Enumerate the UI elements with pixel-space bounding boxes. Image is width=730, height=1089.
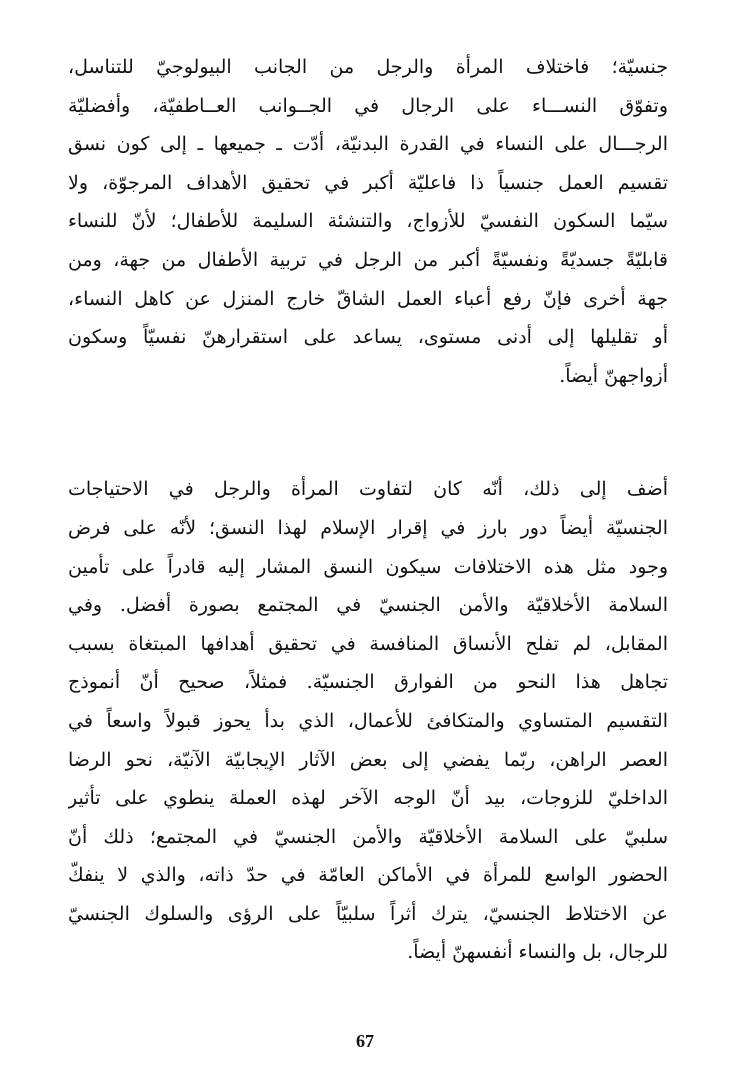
text-line: الحضور الواسع للمرأة في الأماكن العامّة في حدّ ذاته، والذي لا ينفكّ xyxy=(68,864,668,887)
text-line: جنسيّة؛ فاختلاف المرأة والرجل من الجانب البيولوجيّ للتناسل، xyxy=(68,56,668,78)
text-line: أضف إلى ذلك، أنّه كان لتفاوت المرأة والرجل في الاحتياجات xyxy=(68,478,668,501)
text-line: السلامة الأخلاقيّة والأمن الجنسيّ في المجتمع بصورة أفضل. وفي xyxy=(68,594,668,617)
text-line: وتفوّق النســـاء على الرجال في الجــوانب العــاطفيّة، وأفضليّة xyxy=(68,94,668,117)
text-line: الداخليّ للزوجات، بيد أنّ الوجه الآخر لهذه العملة ينطوي على تأثير xyxy=(68,787,668,810)
text-line: العصر الراهن، ربّما يفضي إلى بعض الآثار الإيجابيّة الآنيّة، نحو الرضا xyxy=(68,748,668,771)
text-line: المقابل، لم تفلح الأنساق المنافسة في تحقيق أهدافها المبتغاة بسبب xyxy=(68,632,668,655)
text-line: تقسيم العمل جنسياً ذا فاعليّة أكبر في تحقيق الأهداف المرجوّة، ولا xyxy=(68,171,668,194)
paragraph-2 xyxy=(68,470,668,972)
text-line: قابليّةً جسديّةً ونفسيّةً أكبر من الرجل في تربية الأطفال من جهة، ومن xyxy=(68,248,668,271)
text-line: التقسيم المتساوي والمتكافئ للأعمال، الذي بدأ يحوز قبولاً واسعاً في xyxy=(68,709,668,732)
text-line: وجود مثل هذه الاختلافات سيكون النسق المشار إليه قادراً على تأمين xyxy=(68,555,668,578)
paragraph-1 xyxy=(68,48,668,395)
page-number: 67 xyxy=(356,1031,374,1051)
text-line: عن الاختلاط الجنسيّ، يترك أثراً سلبيّاً على الرؤى والسلوك الجنسيّ xyxy=(68,902,668,925)
text-line: جهة أخرى فإنّ رفع أعباء العمل الشاقّ خارج المنزل عن كاهل النساء، xyxy=(68,287,668,310)
text-line: الجنسيّة أيضاً دور بارز في إقرار الإسلام لهذا النسق؛ لأنّه على فرض xyxy=(68,516,668,539)
text-line: أزواجهنّ أيضاً. xyxy=(559,364,668,387)
text-line: الرجـــال على النساء في القدرة البدنيّة، أدّت ـ جميعها ـ إلى كون نسق xyxy=(68,133,668,156)
text-line: سيّما السكون النفسيّ للأزواج، والتنشئة السليمة للأطفال؛ لأنّ للنساء xyxy=(68,210,668,233)
paragraph-spacer xyxy=(68,395,668,470)
text-line: تجاهل هذا النحو من الفوارق الجنسيّة. فمثلاً، صحيح أنّ أنموذج xyxy=(68,671,668,694)
page-body xyxy=(68,48,668,972)
text-line: للرجال، بل والنساء أنفسهنّ أيضاً. xyxy=(407,941,668,964)
text-line: سلبيّ على السلامة الأخلاقيّة والأمن الجنسيّ في المجتمع؛ ذلك أنّ xyxy=(68,825,668,848)
text-line: أو تقليلها إلى أدنى مستوى، يساعد على استقرارهنّ نفسيّاً وسكون xyxy=(68,326,668,349)
